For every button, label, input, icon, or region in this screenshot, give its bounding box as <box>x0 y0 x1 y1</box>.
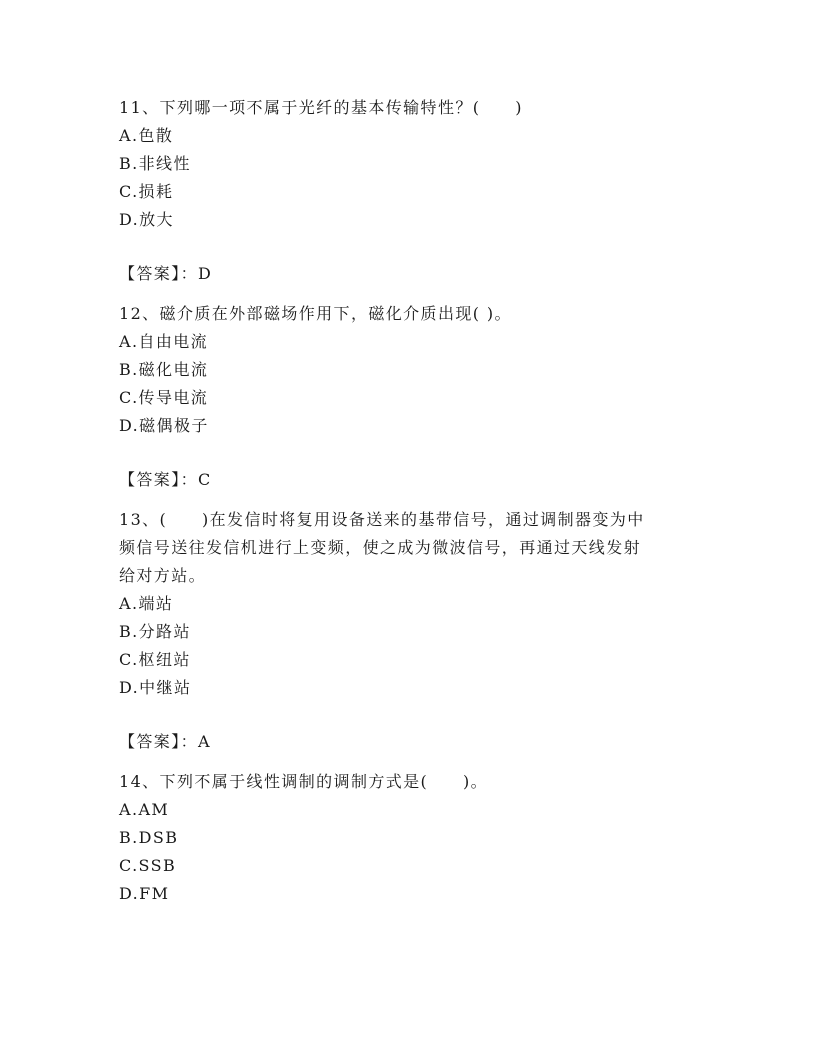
answer-value: A <box>198 732 211 751</box>
answer-line <box>119 728 699 756</box>
answer-value: D <box>198 264 213 283</box>
option-c: C.枢纽站 <box>119 650 191 669</box>
question-11 <box>119 94 699 234</box>
question-12 <box>119 300 699 440</box>
answer-label: 【答案】： <box>119 264 199 283</box>
question-stem: 12、磁介质在外部磁场作用下，磁化介质出现( )。 <box>119 304 512 323</box>
document-page <box>119 94 699 908</box>
option-d: D.FM <box>119 884 170 903</box>
answer-line <box>119 260 699 288</box>
option-d: D.中继站 <box>119 678 192 697</box>
option-b: B.分路站 <box>119 622 191 641</box>
option-b: B.DSB <box>119 828 179 847</box>
question-stem-line-3: 给对方站。 <box>119 566 207 585</box>
option-b: B.磁化电流 <box>119 360 209 379</box>
option-a: A.自由电流 <box>119 332 209 351</box>
option-a: A.AM <box>119 800 170 819</box>
answer-label: 【答案】： <box>119 732 199 751</box>
question-stem-line-2: 频信号送往发信机进行上变频，使之成为微波信号，再通过天线发射 <box>119 538 642 557</box>
option-c: C.SSB <box>119 856 177 875</box>
answer-label: 【答案】： <box>119 470 199 489</box>
option-d: D.放大 <box>119 210 174 229</box>
option-b: B.非线性 <box>119 154 191 173</box>
question-stem: 11、下列哪一项不属于光纤的基本传输特性？( ) <box>119 98 523 117</box>
question-stem-line-1: 13、( )在发信时将复用设备送来的基带信号，通过调制器变为中 <box>119 510 645 529</box>
question-stem: 14、下列不属于线性调制的调制方式是( )。 <box>119 772 489 791</box>
answer-line <box>119 466 699 494</box>
question-13 <box>119 506 699 702</box>
option-a: A.色散 <box>119 126 174 145</box>
option-c: C.传导电流 <box>119 388 209 407</box>
option-a: A.端站 <box>119 594 174 613</box>
answer-value: C <box>198 470 212 489</box>
question-14 <box>119 768 699 908</box>
option-c: C.损耗 <box>119 182 174 201</box>
option-d: D.磁偶极子 <box>119 416 209 435</box>
